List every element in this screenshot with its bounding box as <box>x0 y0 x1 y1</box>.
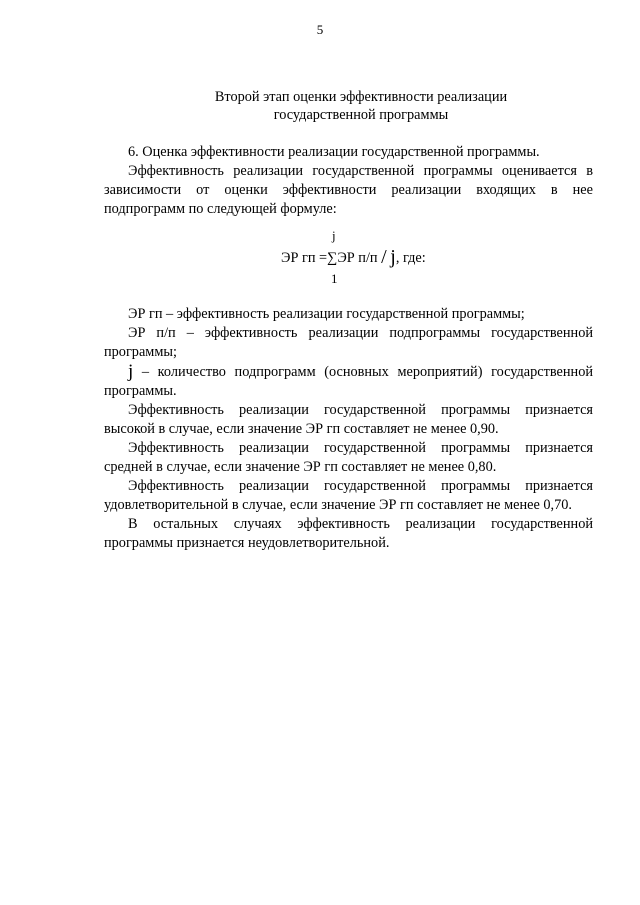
definition-j <box>104 362 593 401</box>
formula-lhs: ЭР гп = <box>281 250 328 266</box>
criterion-unsatisfactory: В остальных случаях эффективность реализации государственной программы признается неудовлетворительной. <box>104 516 593 551</box>
intro-block <box>104 143 593 219</box>
efficiency-formula <box>275 228 475 288</box>
formula-tail: , где: <box>395 250 426 266</box>
sum-upper-limit: j <box>332 228 336 243</box>
sum-symbol: ∑ <box>327 250 338 266</box>
definition-er-pp: ЭР п/п – эффективность реализации подпрограммы государственной программы; <box>104 325 593 360</box>
sum-lower-limit: 1 <box>331 271 338 286</box>
formula-main-line <box>281 246 426 269</box>
criterion-medium: Эффективность реализации государственной программы признается средней в случае, если значение ЭР гп составляет не менее 0,80. <box>104 440 593 475</box>
definition-er-gp: ЭР гп – эффективность реализации государственной программы; <box>128 306 525 322</box>
paragraph-item-6: 6. Оценка эффективности реализации государственной программы. <box>128 144 540 160</box>
criterion-satisfactory: Эффективность реализации государственной программы признается удовлетворительной в случае, если значение ЭР гп составляет не менее 0,70. <box>104 478 593 513</box>
section-heading-line-1: Второй этап оценки эффективности реализации <box>214 89 508 105</box>
divide-symbol: / <box>381 246 387 268</box>
page-number: 5 <box>316 22 324 37</box>
formula-divisor: j <box>390 246 396 268</box>
section-heading-line-2: государственной программы <box>273 107 449 123</box>
definitions-block <box>104 305 593 553</box>
definition-j-text: – количество подпрограмм (основных мероприятий) государственной программы. <box>104 364 593 399</box>
paragraph-formula-intro: Эффективность реализации государственной программы оценивается в зависимости от оценки эффективности реализации входящих в нее подпрограмм по следующей формуле: <box>104 163 593 217</box>
j-symbol: j <box>128 361 134 382</box>
section-heading <box>186 88 536 124</box>
criterion-high: Эффективность реализации государственной программы признается высокой в случае, если значение ЭР гп составляет не менее 0,90. <box>104 402 593 437</box>
formula-term: ЭР п/п <box>337 250 378 266</box>
